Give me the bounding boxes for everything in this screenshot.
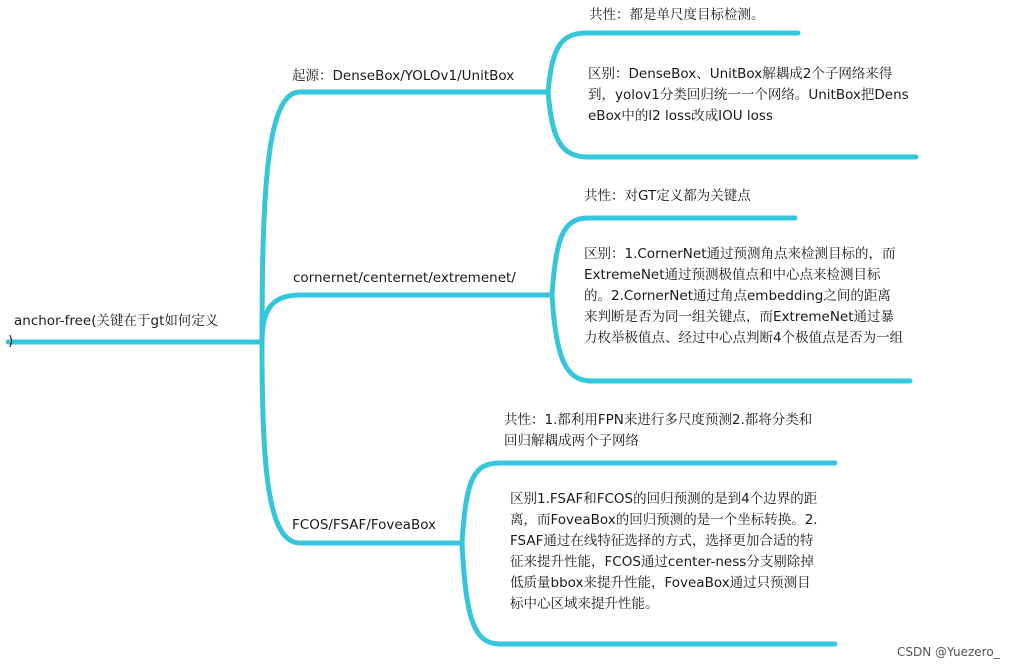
branch2-diff: 区别：1.CornerNet通过预测角点来检测目标的，而ExtremeNet通过预测极值点和中心点来检测目标的。2.CornerNet通过角点embedding之间的距离来判断是否为同一组关键点，而ExtremeNet通过暴力枚举极值点、经过中心点判断4个极值点是否为一组: [584, 246, 904, 346]
branch3-common: 共性：1.都利用FPN来进行多尺度预测2.都将分类和回归解耦成两个子网络: [504, 412, 813, 449]
branch1-common: 共性：都是单尺度目标检测。: [589, 7, 765, 23]
branch-connector-2: [262, 295, 552, 342]
watermark: CSDN @Yuezero_: [897, 645, 1000, 659]
branch2-common: 共性：对GT定义都为关键点: [584, 188, 751, 204]
root-label: anchor-free(关键在于gt如何定义: [14, 313, 219, 329]
branch-title-keypoint: cornernet/centernet/extremenet/: [293, 270, 516, 286]
branch1-diff: 区别：DenseBox、UnitBox解耦成2个子网络来得到，yolov1分类回归统一一个网络。UnitBox把DenseBox中的l2 loss改成IOU loss: [588, 66, 909, 124]
branch-title-origin: 起源：DenseBox/YOLOv1/UnitBox: [292, 68, 515, 84]
branch3-diff: 区别1.FSAF和FCOS的回归预测的是到4个边界的距离，而FoveaBox的回归预测的是一个坐标转换。2.FSAF通过在线特征选择的方式，选择更加合适的特征来提升性能，FCOS通过center-ness分支剔除掉低质量bbox来提升性能，FoveaBox通过只预测目标中心区域来提升性能。: [510, 491, 818, 612]
branch-title-fpn: FCOS/FSAF/FoveaBox: [292, 517, 437, 533]
root-label-continuation: ): [8, 333, 14, 349]
branch-connector-1: [262, 92, 548, 342]
branch-connector-3: [262, 342, 462, 543]
